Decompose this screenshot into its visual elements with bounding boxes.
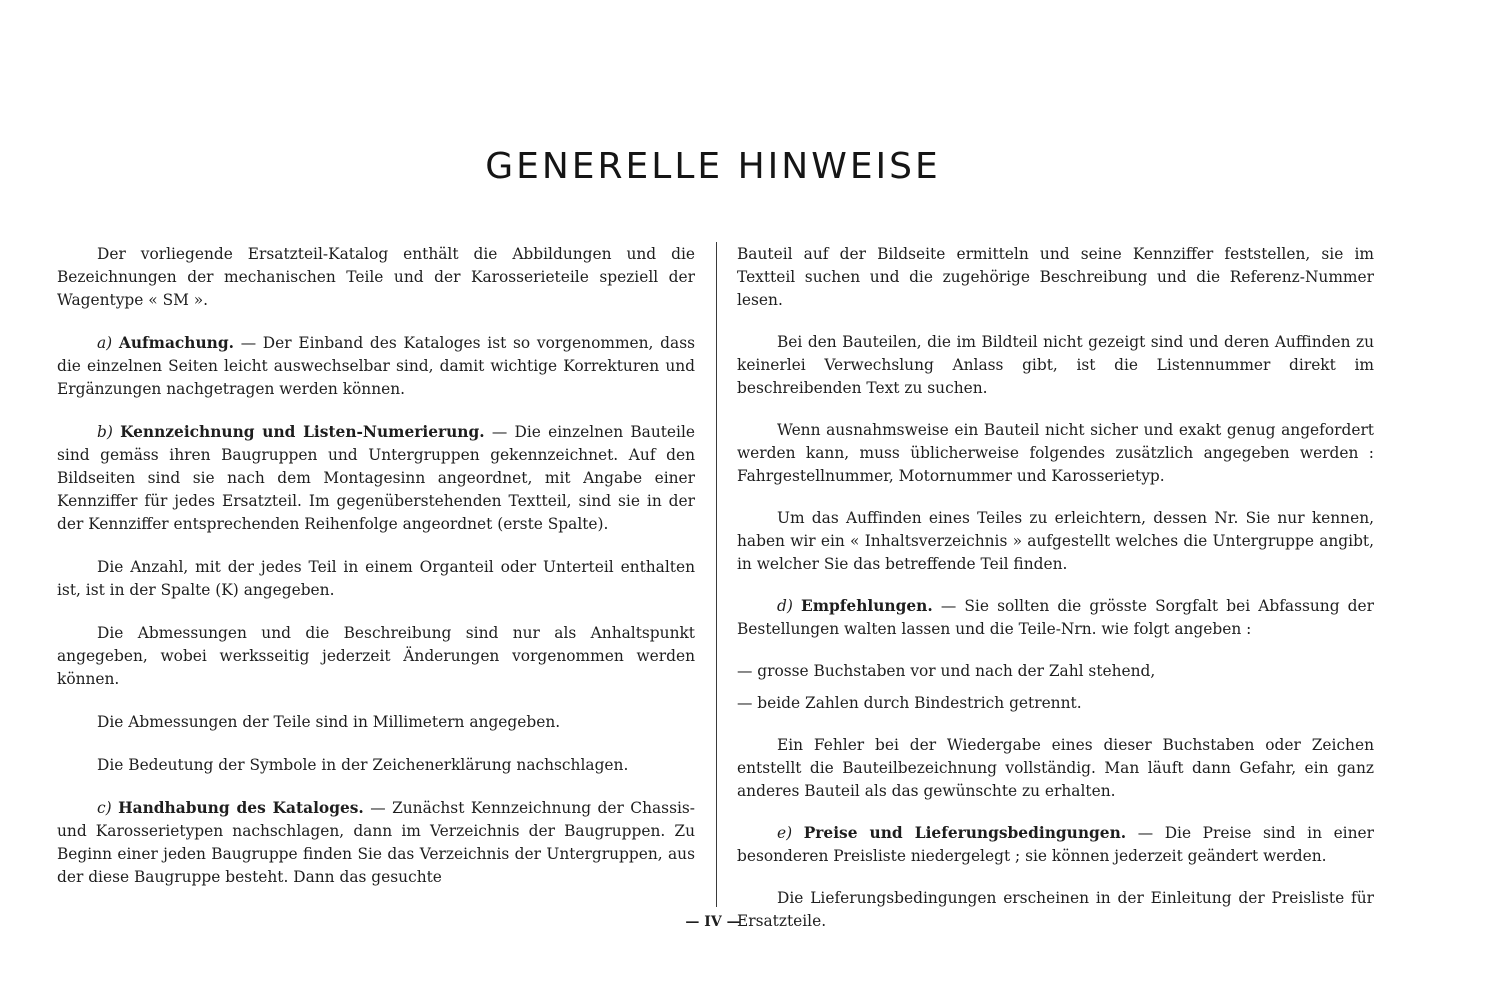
section-heading: Preise und Lieferungsbedingungen. [803,824,1127,842]
paragraph-text: — Zunächst Kennzeichnung der Chassis- und Karosserietypen nachschlagen, dann im Verzeichnis der Baugruppen. Zu Beginn einer jeden Baugruppe finden Sie das Verzeichnis der Untergruppen, aus der diese Baugruppe besteht. Dann das gesuchte [57,799,695,886]
list-item [737,692,1374,715]
section-d [737,595,1374,641]
paragraph-text: Die Abmessungen der Teile sind in Millimetern angegeben. [97,713,561,731]
section-a [57,332,695,401]
section-letter: d) [777,597,793,615]
paragraph-text: Der vorliegende Ersatzteil-Katalog enthält die Abbildungen und die Bezeichnungen der mechanischen Teile und der Karosserieteile speziell der Wagentype « SM ». [57,245,695,309]
section-heading: Aufmachung. [118,334,234,352]
paragraph-text: Die Abmessungen und die Beschreibung sind nur als Anhaltspunkt angegeben, wobei werksseitig jederzeit Änderungen vorgenommen werden können. [57,624,695,688]
column-divider [716,242,717,907]
paragraph [57,754,695,777]
paragraph-text: Um das Auffinden eines Teiles zu erleichtern, dessen Nr. Sie nur kennen, haben wir ein « Inhaltsverzeichnis » aufgestellt welches die Untergruppe angibt, in welcher Sie das betreffende Teil finden. [737,509,1374,573]
paragraph-text: Die Lieferungsbedingungen erscheinen in der Einleitung der Preisliste für Ersatzteile. [737,889,1374,930]
section-heading: Kennzeichnung und Listen-Numerierung. [120,423,485,441]
paragraph-text: Bei den Bauteilen, die im Bildteil nicht gezeigt sind und deren Auffinden zu keinerlei Verwechslung Anlass gibt, ist die Listennummer direkt im beschreibenden Text zu suchen. [737,333,1374,397]
list-item-text: — beide Zahlen durch Bindestrich getrennt. [737,694,1082,712]
paragraph-text: — Die Preise sind in einer besonderen Preisliste niedergelegt ; sie können jederzeit geändert werden. [737,824,1374,865]
paragraph [57,622,695,691]
paragraph [57,556,695,602]
paragraph [57,243,695,312]
paragraph-text: — Die einzelnen Bauteile sind gemäss ihren Baugruppen und Untergruppen gekennzeichnet. Auf den Bildseiten sind sie nach dem Montagesinn angeordnet, mit Angabe einer Kennziffer für jedes Ersatzteil. Im gegenüberstehenden Textteil, sind sie in der der Kennziffer entsprechenden Reihenfolge angeordnet (erste Spalte). [57,423,695,533]
section-letter: a) [97,334,113,352]
paragraph [57,711,695,734]
section-letter: c) [97,799,112,817]
paragraph-text: — Sie sollten die grösste Sorgfalt bei Abfassung der Bestellungen walten lassen und die Teile-Nrn. wie folgt angeben : [737,597,1374,638]
paragraph-text: Wenn ausnahmsweise ein Bauteil nicht sicher und exakt genug angefordert werden kann, muss üblicherweise folgendes zusätzlich angegeben werden : Fahrgestellnummer, Motornummer und Karosserietyp. [737,421,1374,485]
paragraph [737,507,1374,576]
paragraph-text: Bauteil auf der Bildseite ermitteln und seine Kennziffer feststellen, sie im Textteil suchen und die zugehörige Beschreibung und die Referenz-Nummer lesen. [737,245,1374,309]
paragraph [737,331,1374,400]
section-c [57,797,695,889]
paragraph [737,419,1374,488]
section-e [737,822,1374,868]
section-b [57,421,695,536]
section-letter: b) [97,423,113,441]
section-heading: Handhabung des Kataloges. [118,799,364,817]
paragraph-text: Ein Fehler bei der Wiedergabe eines dieser Buchstaben oder Zeichen entstellt die Bauteilbezeichnung vollständig. Man läuft dann Gefahr, ein ganz anderes Bauteil als das gewünschte zu erhalten. [737,736,1374,800]
right-column [737,243,1374,952]
list-item [737,660,1374,683]
paragraph-text: Die Bedeutung der Symbole in der Zeichenerklärung nachschlagen. [97,756,629,774]
paragraph-text: — Der Einband des Kataloges ist so vorgenommen, dass die einzelnen Seiten leicht auswechselbar sind, damit wichtige Korrekturen und Ergänzungen nachgetragen werden können. [57,334,695,398]
paragraph-text: Die Anzahl, mit der jedes Teil in einem Organteil oder Unterteil enthalten ist, ist in der Spalte (K) angegeben. [57,558,695,599]
list-item-text: — grosse Buchstaben vor und nach der Zahl stehend, [737,662,1156,680]
paragraph [737,734,1374,803]
left-column [57,243,695,909]
section-heading: Empfehlungen. [801,597,933,615]
page-number: — IV — [685,914,741,930]
page-title: GENERELLE HINWEISE [485,146,941,187]
section-letter: e) [777,824,793,842]
paragraph [737,243,1374,312]
